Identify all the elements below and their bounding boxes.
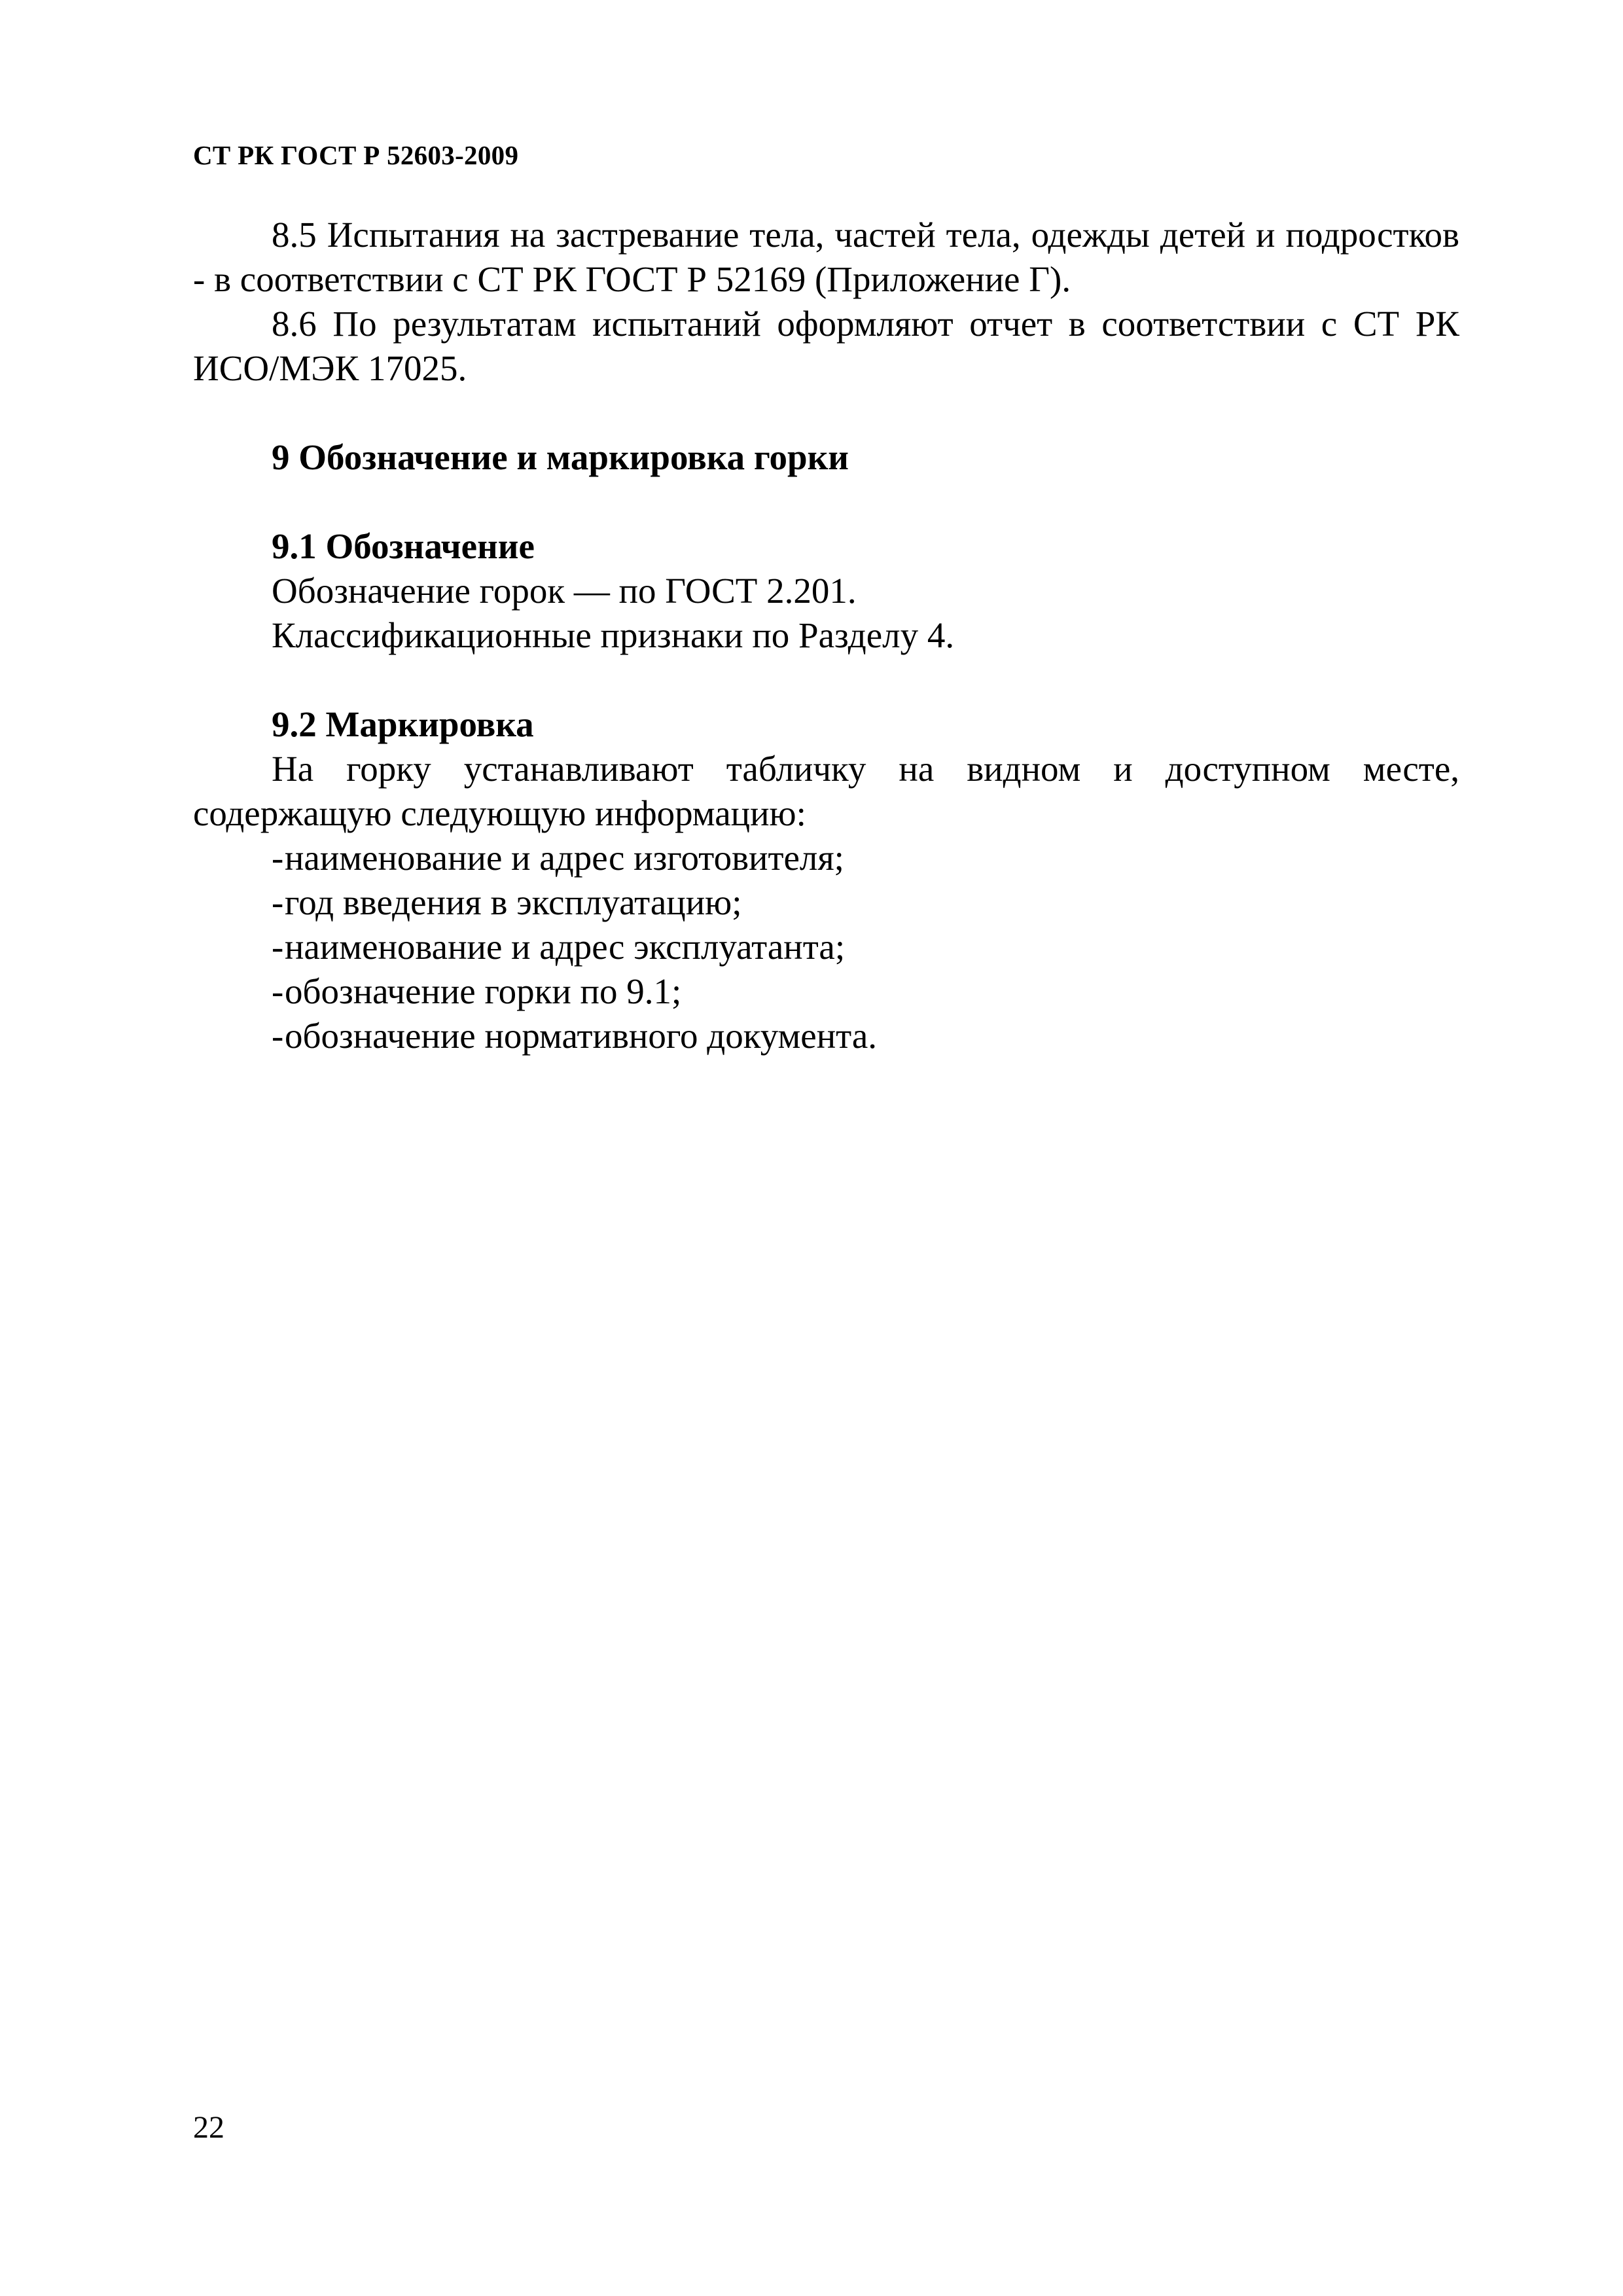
paragraph-8-6: 8.6 По результатам испытаний оформляют отчет в соответствии с СТ РК ИСО/МЭК 17025. bbox=[193, 304, 1459, 388]
list-item-text: обозначение нормативного документа. bbox=[285, 1016, 878, 1056]
subsection-9-1-heading: 9.1 Обозначение bbox=[272, 526, 535, 566]
page-content bbox=[193, 213, 1459, 1058]
list-item-text: наименование и адрес изготовителя; bbox=[285, 838, 844, 878]
document-code-header: СТ РК ГОСТ Р 52603-2009 bbox=[193, 140, 519, 170]
paragraph-8-5: 8.5 Испытания на застревание тела, частей тела, одежды детей и подростков - в соответствии с СТ РК ГОСТ Р 52169 (Приложение Г). bbox=[193, 215, 1459, 299]
list-item bbox=[193, 969, 1459, 1014]
list-item-text: обозначение горки по 9.1; bbox=[285, 971, 682, 1011]
list-item bbox=[193, 836, 1459, 880]
list-item bbox=[193, 925, 1459, 969]
marking-list bbox=[193, 836, 1459, 1058]
dash-marker: - bbox=[272, 927, 284, 967]
spacer bbox=[193, 658, 1459, 702]
dash-marker: - bbox=[272, 971, 284, 1011]
dash-marker: - bbox=[272, 882, 284, 922]
list-item bbox=[193, 1014, 1459, 1058]
subsection-9-2-heading: 9.2 Маркировка bbox=[272, 704, 534, 744]
marking-intro: На горку устанавливают табличку на видном и доступном месте, содержащую следующую информацию: bbox=[193, 749, 1459, 833]
list-item bbox=[193, 880, 1459, 925]
designation-line: Обозначение горок — по ГОСТ 2.201. bbox=[272, 571, 857, 611]
dash-marker: - bbox=[272, 1016, 284, 1056]
page-number: 22 bbox=[193, 2110, 224, 2145]
section-9-heading: 9 Обозначение и маркировка горки bbox=[272, 437, 849, 477]
list-item-text: год введения в эксплуатацию; bbox=[285, 882, 742, 922]
list-item-text: наименование и адрес эксплуатанта; bbox=[285, 927, 846, 967]
spacer bbox=[193, 480, 1459, 524]
dash-marker: - bbox=[272, 838, 284, 878]
classification-line: Классификационные признаки по Разделу 4. bbox=[272, 615, 955, 655]
spacer bbox=[193, 391, 1459, 435]
